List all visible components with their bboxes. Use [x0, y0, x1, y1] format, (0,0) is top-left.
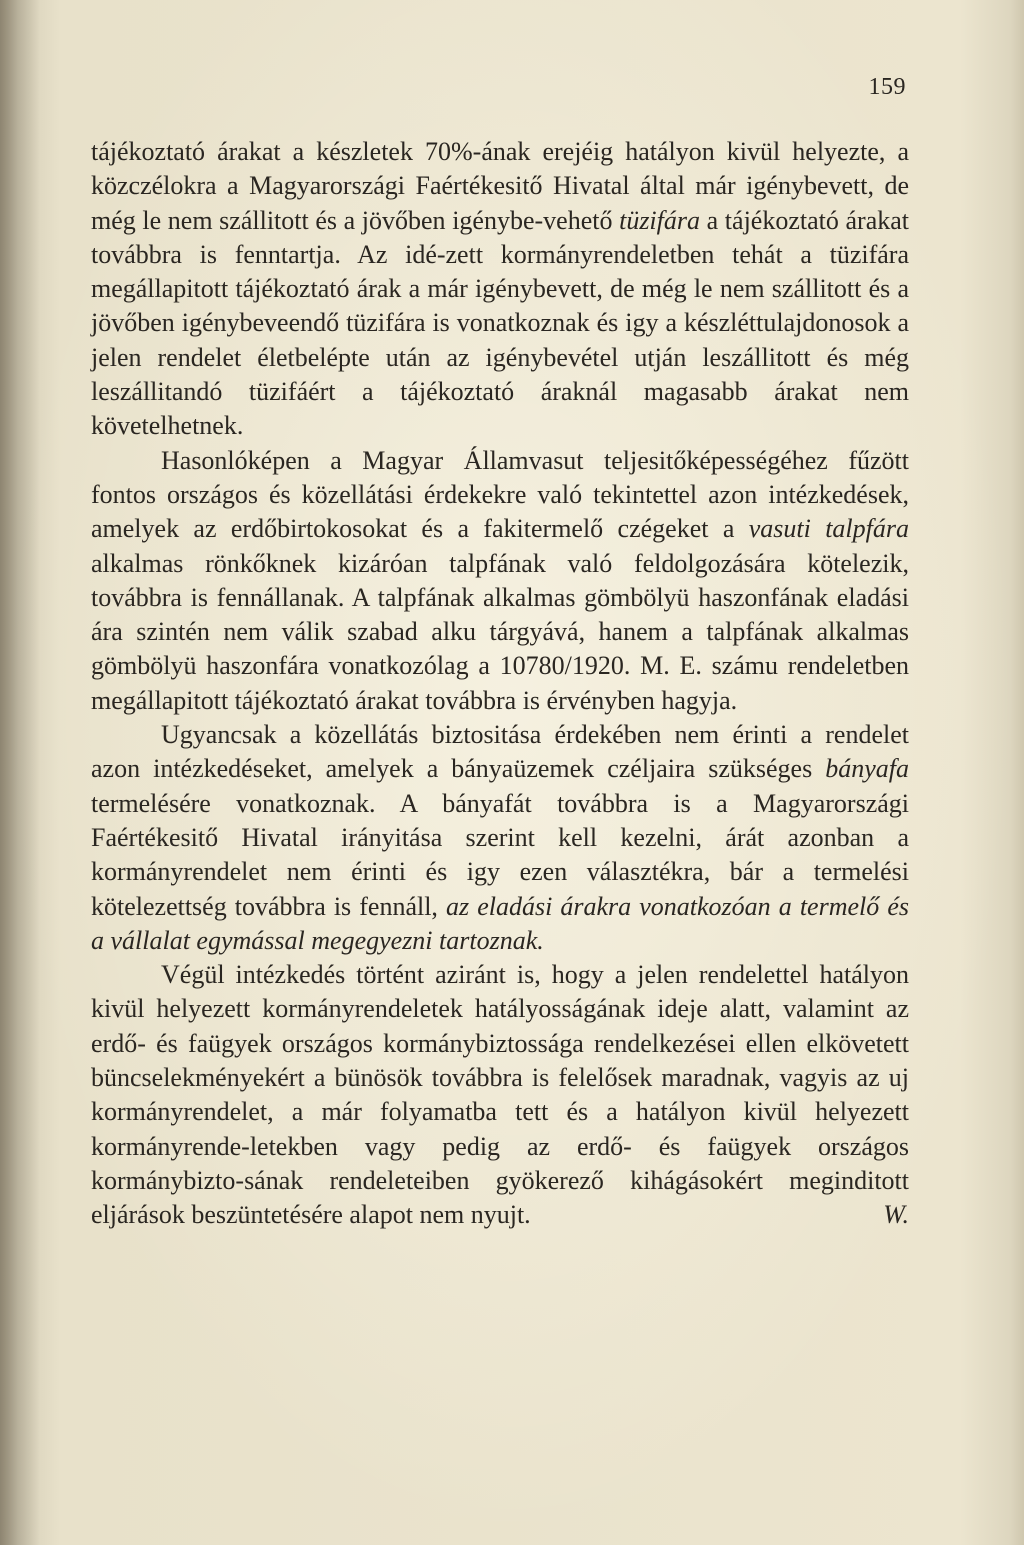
text-span: alkalmas rönkőknek kizáróan talpfának való feldolgozására kötelezik, továbbra is fennállanak. A talpfának alkalmas gömbölyü haszonfának eladási ára szintén nem válik szabad alku tárgyává, hanem a talpfának alkalmas gömbölyü haszonfára vonatkozólag a 10780/1920. M. E. számu rendeletben megállapitott tájékoztató árakat továbbra is érvényben hagyja.	[91, 548, 909, 715]
italic-term: vasuti talpfára	[748, 514, 909, 544]
paragraph-1	[91, 135, 909, 444]
text-span: Ugyancsak a közellátás biztositása érdekében nem érinti a rendelet azon intézkedéseket, amelyek a bányaüzemek czéljaira szükséges	[91, 720, 909, 784]
italic-term: bányafa	[825, 754, 909, 784]
author-signature: W.	[883, 1200, 909, 1230]
page-number: 159	[868, 74, 906, 100]
paragraph-4	[91, 958, 909, 1232]
text-span: tájékoztató árakat a készletek 70%-ának erejéig hatályon kivül helyezte, a közczélokra a Magyarországi Faértékesitő Hivatal által már igénybevett, de még le nem szállitott és a jövőben igénybe-vehető	[91, 137, 909, 235]
paragraph-2	[91, 444, 909, 718]
paragraph-3	[91, 718, 909, 958]
text-span: a tájékoztató árakat továbbra is fenntartja. Az idé-zett kormányrendeletben tehát a tüzifára megállapitott tájékoztató árak a már igénybevett, de még le nem szállitott és a jövőben igénybeveendő tüzifára is vonatkoznak és igy a készléttulajdonosok a jelen rendelet életbelépte után az igénybevétel utján leszállitott és még leszállitandó tüzifáért a tájékoztató áraknál magasabb árakat nem követelhetnek.	[91, 205, 909, 441]
text-span: termelésére vonatkoznak. A bányafát továbbra is a Magyarországi Faértékesitő Hivatal irányitása szerint kell kezelni, árát azonban a kormányrendelet nem érinti és igy ezen választékra, bár a termelési kötelezettség továbbra is fennáll,	[91, 788, 909, 921]
italic-term: tüzifára	[619, 205, 701, 235]
binding-shadow	[0, 0, 40, 1545]
italic-phrase: az eladási árakra vonatkozóan a termelő és a vállalat egymással megegyezni tartoznak.	[91, 891, 909, 955]
text-span: Végül intézkedés történt aziránt is, hogy a jelen rendelettel hatályon kivül helyezett kormányrendeletek hatályosságának ideje alatt, valamint az erdő- és faügyek országos kormánybiztossága rendelkezései ellen elkövetett büncselekményekért a bünösök továbbra is felelősek maradnak, vagyis az uj kormányrendelet, a már folyamatba tett és a hatályon kivül helyezett kormányrende-letekben vagy pedig az erdő- és faügyek országos kormánybizto-sának rendeleteiben gyökerező kihágásokért meginditott eljárások beszüntetésére alapot nem nyujt.	[91, 960, 909, 1230]
body-text	[91, 135, 909, 1233]
text-span: Hasonlóképen a Magyar Államvasut teljesitőképességéhez fűzött fontos országos és közellátási érdekekre való tekintettel azon intézkedések, amelyek az erdőbirtokosokat és a fakitermelő czégeket a	[91, 445, 909, 544]
